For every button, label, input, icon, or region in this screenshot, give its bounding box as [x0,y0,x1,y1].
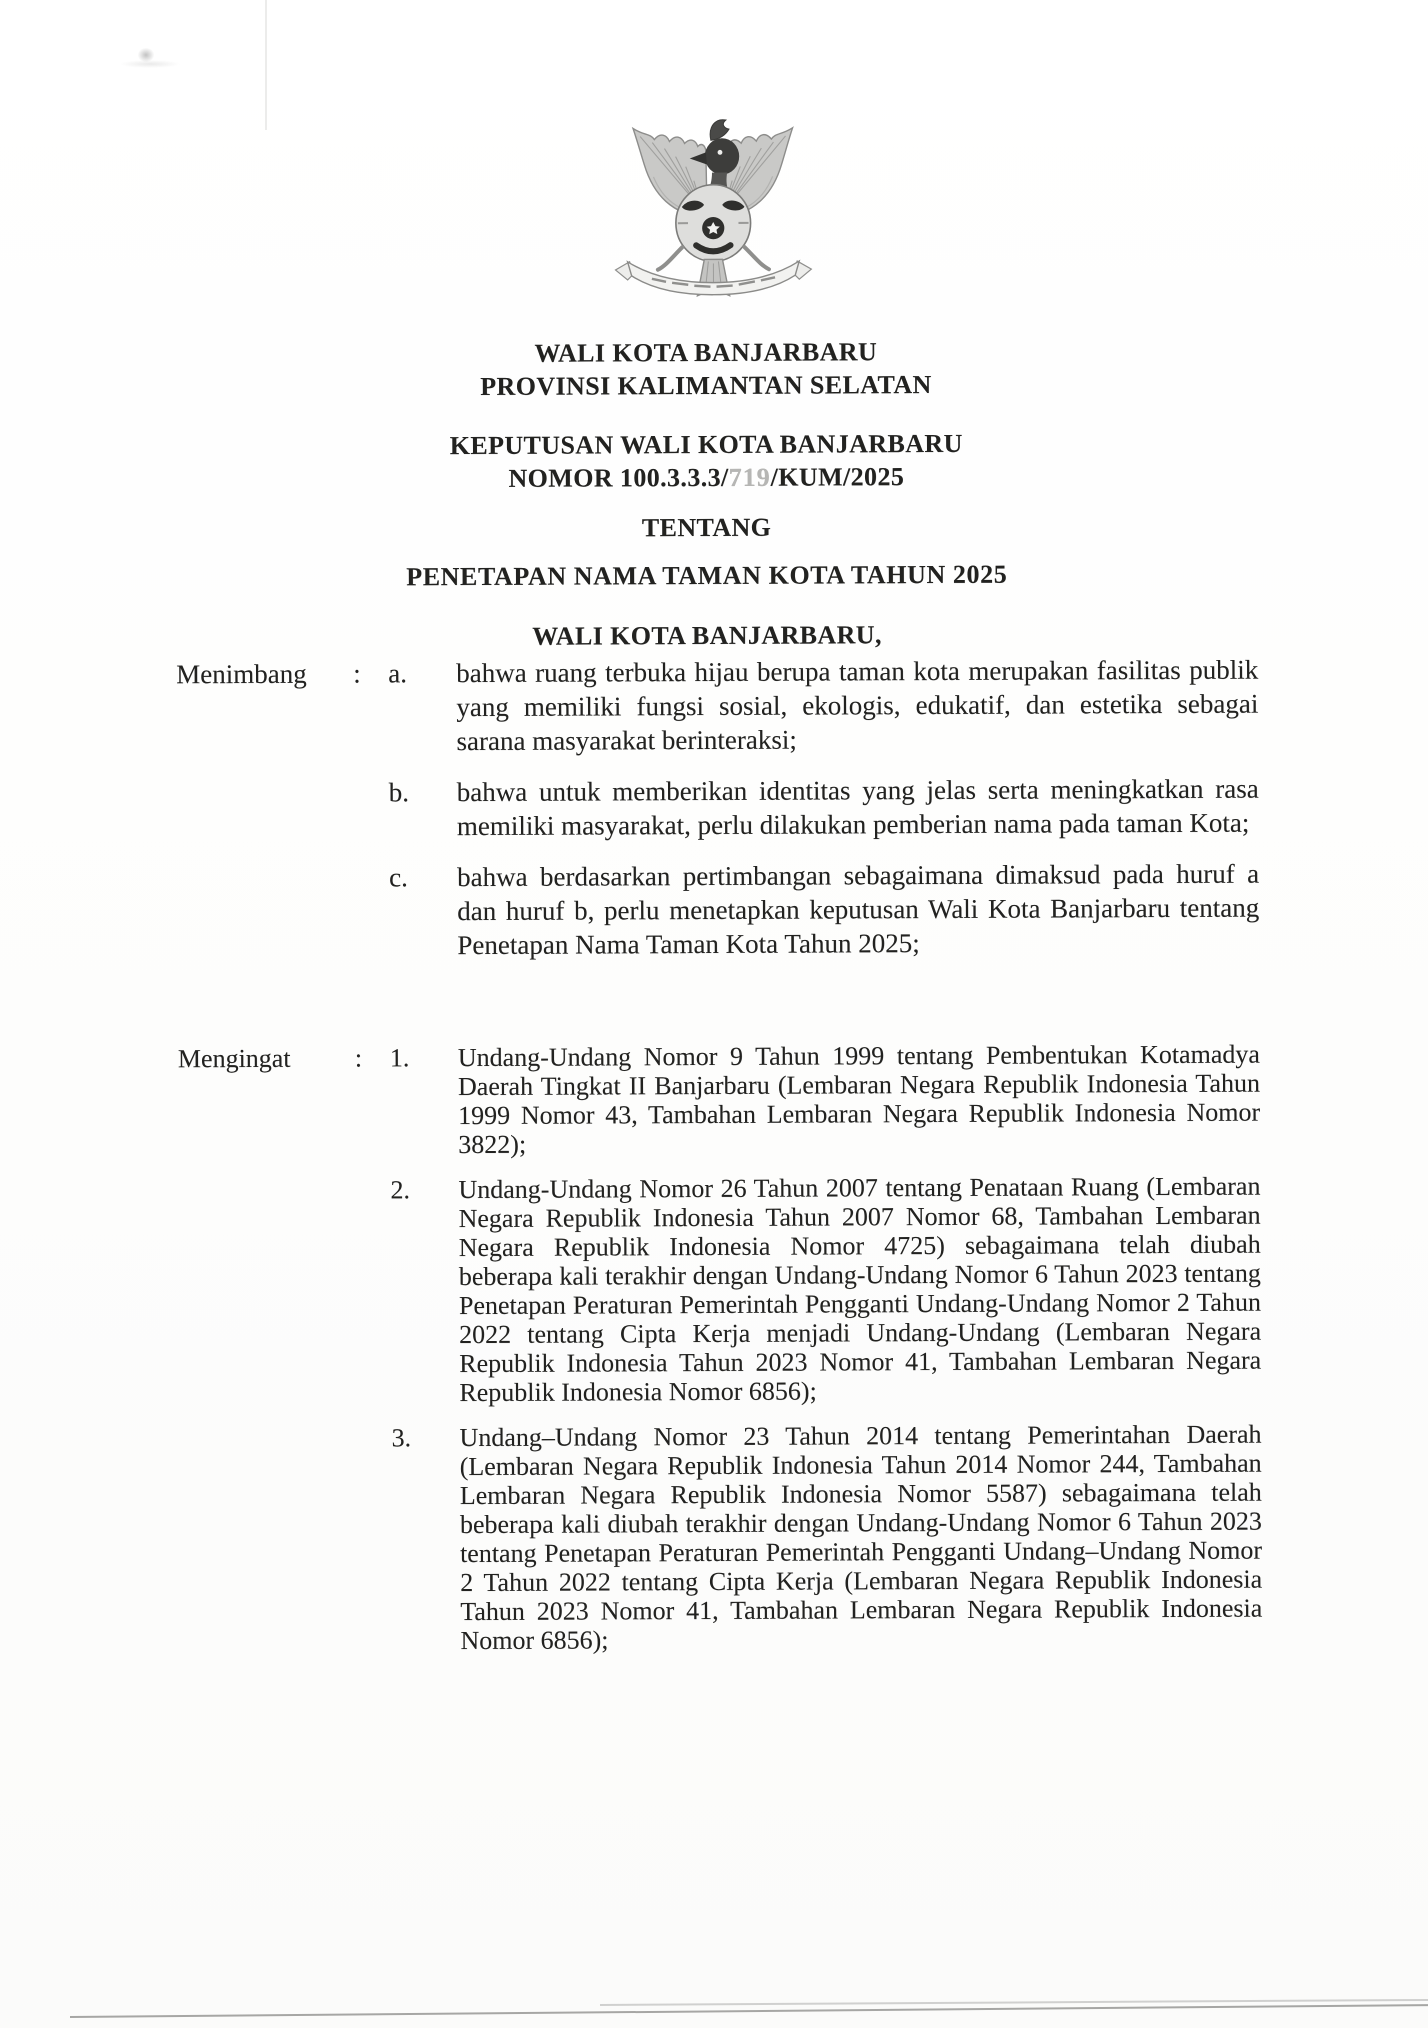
decree-number-prefix: NOMOR 100.3.3.3/ [508,462,729,493]
province-name: PROVINSI KALIMANTAN SELATAN [480,369,932,401]
garuda-pancasila-icon [607,109,820,312]
item-marker: 3. [391,1423,412,1453]
item-text: bahwa ruang terbuka hijau berupa taman kota merupakan fasilitas publik yang memiliki fungsi sosial, ekologis, edukatif, dan estetika sebagai sarana masyarakat berinteraksi; [456,654,1259,757]
legal-basis-item-2 [178,1172,1263,1409]
decree-header [0,333,1413,655]
garuda-pancasila-emblem [607,109,820,312]
section-mengingat [178,1040,1265,1673]
tentang-label: TENTANG [641,512,772,543]
section-colon: : [354,1043,363,1073]
section-label: Menimbang [176,658,307,690]
section-label: Mengingat [177,1043,291,1074]
pancasila-shield-icon [676,185,751,262]
legal-basis-item-1 [178,1040,1262,1161]
item-marker: a. [388,658,407,689]
decree-title: PENETAPAN NAMA TAMAN KOTA TAHUN 2025 [406,559,1008,592]
scan-smudge-faint [120,60,180,68]
decree-number-suffix: /KUM/2025 [770,462,905,492]
item-text: Undang–Undang Nomor 23 Tahun 2014 tentang Pemerintahan Daerah (Lembaran Negara Republik Indonesia Tahun 2014 Nomor 244, Tambahan Lembaran Negara Republik Indonesia Nomor 5587) sebagaimana telah beberapa kali diubah terakhir dengan Undang-Undang Nomor 6 Tahun 2023 tentang Penetapan Peraturan Pemerintah Pengganti Undang–Undang Nomor 2 Tahun 2022 tentang Cipta Kerja (Lembaran Negara Republik Indonesia Tahun 2023 Nomor 41, Tambahan Lembaran Negara Republik Indonesia Nomor 6856); [459,1419,1263,1656]
item-marker: b. [388,777,410,808]
consideration-item-b [177,772,1261,845]
item-marker: 1. [389,1043,410,1073]
consideration-item-c [177,857,1261,964]
decree-salutation: WALI KOTA BANJARBARU, [532,620,882,651]
section-menimbang [176,653,1261,981]
item-marker: c. [389,862,408,893]
item-text: bahwa untuk memberikan identitas yang jelas serta meningkatkan rasa memiliki masyarakat, perlu dilakukan pemberian nama pada taman Kota; [456,773,1259,842]
section-colon: : [353,658,361,689]
decree-number [0,458,1412,497]
item-text: Undang-Undang Nomor 26 Tahun 2007 tentang Penataan Ruang (Lembaran Negara Republik Indonesia Tahun 2007 Nomor 68, Tambahan Lembaran Negara Republik Indonesia Nomor 4725) sebagaimana telah diubah beberapa kali terakhir dengan Undang-Undang Nomor 6 Tahun 2023 tentang Penetapan Peraturan Pemerintah Pengganti Undang-Undang Nomor 2 Tahun 2022 tentang Cipta Kerja menjadi Undang-Undang (Lembaran Negara Republik Indonesia Tahun 2023 Nomor 41, Tambahan Lembaran Negara Republik Indonesia Nomor 6856); [458,1171,1262,1408]
scan-streak [265,0,267,130]
decree-number-handwritten: 719 [728,462,771,492]
item-marker: 2. [390,1175,411,1205]
item-text: Undang-Undang Nomor 9 Tahun 1999 tentang Pembentukan Kotamadya Daerah Tingkat II Banjarbaru (Lembaran Negara Republik Indonesia Tahun 1999 Nomor 43, Tambahan Lembaran Negara Republik Indonesia Nomor 3822); [457,1039,1261,1160]
legal-basis-item-3 [179,1420,1264,1657]
office-name: WALI KOTA BANJARBARU [534,337,878,368]
decree-heading: KEPUTUSAN WALI KOTA BANJARBARU [449,428,963,461]
consideration-item-a [176,653,1260,760]
item-text: bahwa berdasarkan pertimbangan sebagaimana dimaksud pada huruf a dan huruf b, perlu menetapkan keputusan Wali Kota Banjarbaru tentang Penetapan Nama Taman Kota Tahun 2025; [457,858,1260,961]
